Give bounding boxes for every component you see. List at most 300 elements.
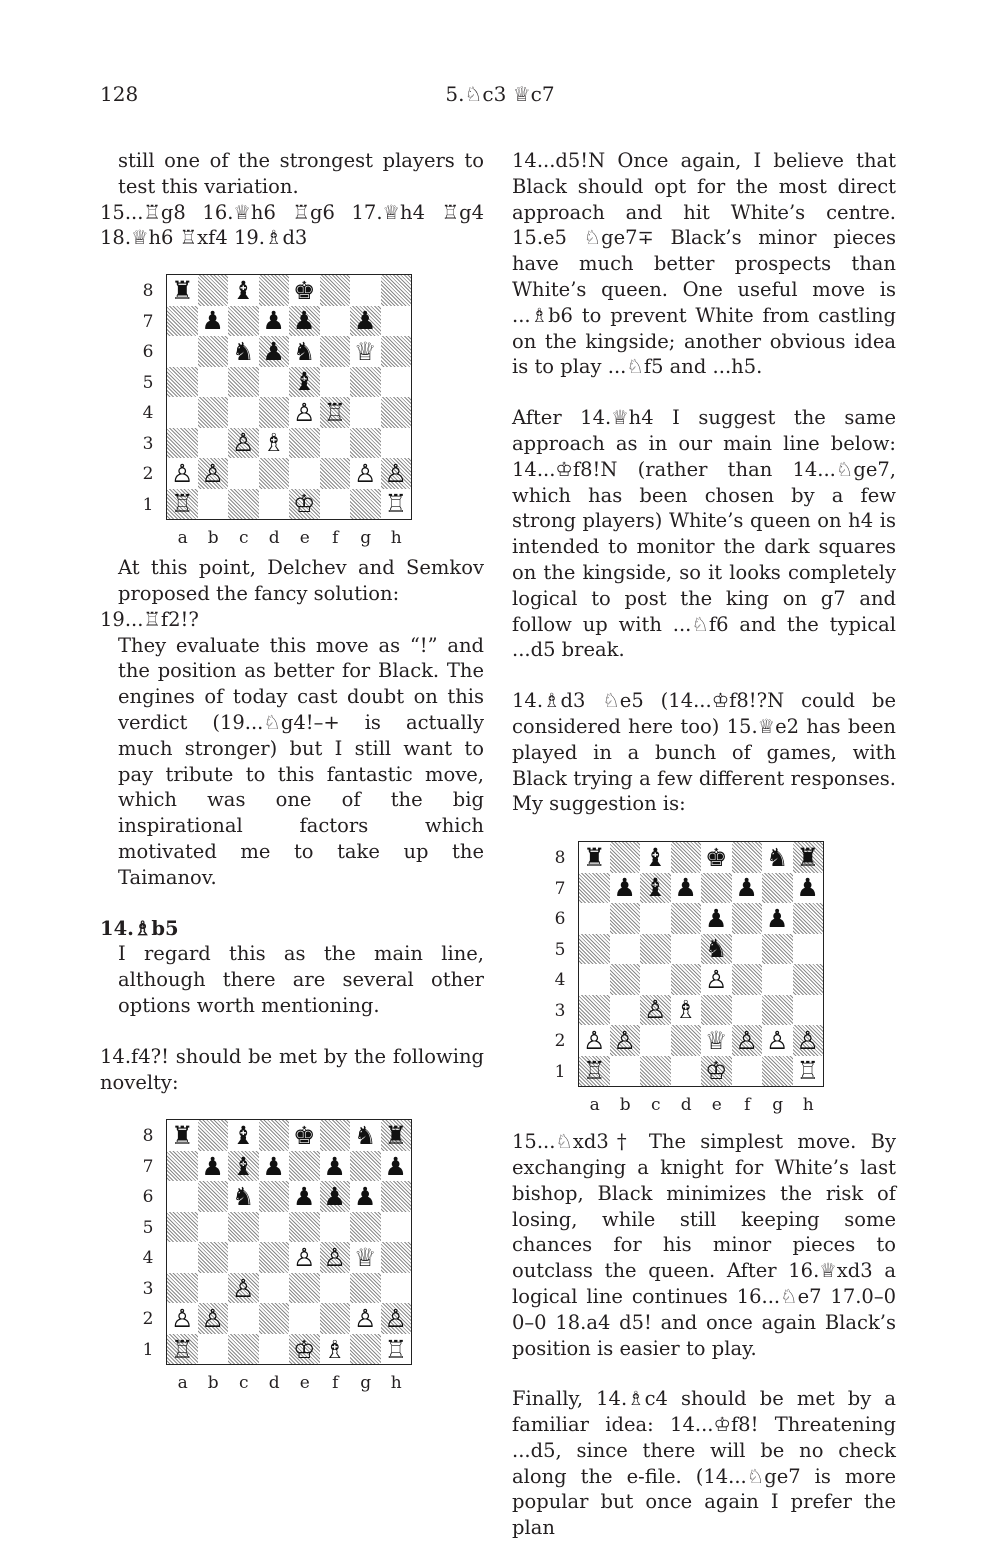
board-square-h7 (793, 873, 824, 904)
board-square-e4 (289, 1242, 320, 1273)
board-square-b1 (198, 489, 229, 520)
rank-label: 6 (142, 1187, 154, 1208)
black-pawn-icon: ♟ (262, 1151, 285, 1181)
board-square-a3 (167, 1273, 198, 1304)
white-pawn-icon: ♙ (766, 1025, 789, 1055)
board-square-a3 (579, 995, 610, 1026)
file-label: a (177, 1373, 188, 1394)
rank-label: 8 (554, 848, 566, 869)
board-square-e1 (289, 489, 320, 520)
board-square-d6 (671, 903, 702, 934)
board-square-g1 (350, 489, 381, 520)
board-square-f7 (732, 873, 763, 904)
white-pawn-icon: ♙ (293, 1243, 316, 1273)
rank-label: 8 (142, 1126, 154, 1147)
paragraph: I regard this as the main line, although there are several other options worth mentioning. (118, 942, 484, 1017)
board-square-c7 (640, 873, 671, 904)
board-square-d6 (259, 1181, 290, 1212)
paragraph: 14.f4?! should be met by the following novelty: (100, 1044, 484, 1094)
black-pawn-icon: ♟ (613, 873, 636, 903)
black-rook-icon: ♜ (796, 842, 819, 872)
board-square-c4 (228, 397, 259, 428)
black-bishop-icon: ♝ (293, 367, 316, 397)
board-square-b8 (198, 275, 229, 306)
rank-label: 7 (142, 311, 154, 332)
file-label: f (332, 528, 339, 549)
board-square-d6 (259, 336, 290, 367)
white-rook-icon: ♖ (384, 1334, 407, 1364)
board-square-d5 (259, 367, 290, 398)
paragraph: still one of the strongest players to test this variation. (118, 149, 484, 198)
paragraph: At this point, Delchev and Semkov proposed the fancy solution: (118, 556, 484, 605)
white-pawn-icon: ♙ (201, 458, 224, 488)
black-bishop-icon: ♝ (232, 275, 255, 305)
board-square-g1 (762, 1056, 793, 1087)
black-rook-icon: ♜ (583, 842, 606, 872)
board-square-g7 (762, 873, 793, 904)
board-square-g4 (350, 1242, 381, 1273)
white-pawn-icon: ♙ (796, 1025, 819, 1055)
white-rook-icon: ♖ (171, 489, 194, 519)
black-knight-icon: ♞ (354, 1121, 377, 1151)
board-square-g3 (350, 1273, 381, 1304)
board-square-e6 (289, 1181, 320, 1212)
board-square-h4 (381, 397, 412, 428)
board-square-h6 (381, 336, 412, 367)
white-bishop-icon: ♗ (674, 995, 697, 1025)
section-heading: 14.♗b5 (100, 916, 179, 940)
board-square-a2 (167, 458, 198, 489)
file-label: a (177, 528, 188, 549)
file-label: c (238, 528, 249, 549)
board-square-a1 (167, 489, 198, 520)
board-square-b7 (198, 306, 229, 337)
white-pawn-icon: ♙ (735, 1025, 758, 1055)
black-pawn-icon: ♟ (323, 1182, 346, 1212)
black-knight-icon: ♞ (705, 934, 728, 964)
board-square-a8 (579, 842, 610, 873)
black-pawn-icon: ♟ (201, 306, 224, 336)
running-title: 5.♘c3 ♕c7 (445, 82, 555, 106)
white-pawn-icon: ♙ (293, 397, 316, 427)
file-label: b (207, 1373, 219, 1394)
rank-label: 1 (554, 1061, 566, 1082)
white-bishop-icon: ♗ (262, 428, 285, 458)
black-knight-icon: ♞ (293, 336, 316, 366)
board-square-b3 (198, 1273, 229, 1304)
board-square-f4 (732, 964, 763, 995)
board-square-b2 (198, 1303, 229, 1334)
file-label: f (332, 1373, 339, 1394)
white-pawn-icon: ♙ (384, 1304, 407, 1334)
board-square-e2 (289, 458, 320, 489)
board-square-b6 (198, 336, 229, 367)
board-square-e3 (289, 1273, 320, 1304)
board-square-f5 (320, 367, 351, 398)
board-square-h8 (381, 275, 412, 306)
white-rook-icon: ♖ (796, 1056, 819, 1086)
board-square-d4 (259, 1242, 290, 1273)
white-queen-icon: ♕ (705, 1025, 728, 1055)
diagram-2-wrap (100, 1095, 484, 1405)
board-square-c2 (228, 1303, 259, 1334)
board-square-f8 (732, 842, 763, 873)
board-square-f4 (320, 1242, 351, 1273)
board-square-a8 (167, 1120, 198, 1151)
board-square-b3 (610, 995, 641, 1026)
file-label: e (299, 528, 310, 549)
black-bishop-icon: ♝ (232, 1121, 255, 1151)
white-pawn-icon: ♙ (201, 1304, 224, 1334)
board-square-c2 (640, 1025, 671, 1056)
white-pawn-icon: ♙ (705, 964, 728, 994)
board-square-d2 (259, 458, 290, 489)
file-label: b (619, 1095, 631, 1116)
rank-label: 6 (142, 342, 154, 363)
board-square-e5 (289, 1212, 320, 1243)
rank-label: 6 (554, 909, 566, 930)
board-square-c8 (640, 842, 671, 873)
black-pawn-icon: ♟ (201, 1151, 224, 1181)
board-square-e4 (701, 964, 732, 995)
board-square-e7 (289, 1151, 320, 1182)
board-square-e2 (289, 1303, 320, 1334)
board-square-e1 (701, 1056, 732, 1087)
board-square-b7 (198, 1151, 229, 1182)
black-pawn-icon: ♟ (354, 1182, 377, 1212)
rank-label: 1 (142, 1339, 154, 1360)
chess-board-2 (166, 1119, 412, 1365)
board-square-f3 (320, 1273, 351, 1304)
file-label: g (772, 1095, 784, 1116)
black-pawn-icon: ♟ (384, 1151, 407, 1181)
board-square-b5 (610, 934, 641, 965)
white-pawn-icon: ♙ (583, 1025, 606, 1055)
white-rook-icon: ♖ (384, 489, 407, 519)
black-pawn-icon: ♟ (262, 306, 285, 336)
board-square-c1 (228, 1334, 259, 1365)
board-square-a5 (167, 1212, 198, 1243)
board-square-d1 (259, 1334, 290, 1365)
board-square-a2 (579, 1025, 610, 1056)
board-square-e1 (289, 1334, 320, 1365)
white-rook-icon: ♖ (171, 1334, 194, 1364)
file-label: d (680, 1095, 692, 1116)
board-square-a7 (167, 1151, 198, 1182)
board-square-d3 (259, 428, 290, 459)
board-square-b8 (610, 842, 641, 873)
board-square-d1 (259, 489, 290, 520)
board-square-g2 (350, 458, 381, 489)
rank-label: 3 (554, 1000, 566, 1021)
board-square-f2 (320, 458, 351, 489)
move-line: 19...♖f2!? (100, 607, 199, 631)
board-square-f6 (320, 1181, 351, 1212)
file-label: c (238, 1373, 249, 1394)
board-square-d8 (259, 1120, 290, 1151)
board-square-b3 (198, 428, 229, 459)
board-square-h3 (381, 428, 412, 459)
board-square-h7 (381, 1151, 412, 1182)
white-queen-icon: ♕ (354, 1243, 377, 1273)
rank-label: 5 (142, 1217, 154, 1238)
rank-label: 5 (554, 939, 566, 960)
paragraph: 15...♘xd3† The simplest move. By exchanging a knight for White’s last bishop, Black minimizes the risk of losing, while still keeping some chances for his minor pieces to outclass the queen. After 16.♕xd3 a logical line continues 16...♘e7 17.0–0 0–0 18.a4 d5! and once again Black’s position is easier to play. (512, 1130, 896, 1360)
board-square-f3 (320, 428, 351, 459)
board-square-c3 (228, 1273, 259, 1304)
paragraph: Finally, 14.♗c4 should be met by a familiar idea: 14...♔f8! Threatening ...d5, since there will be no check along the e-file. (14...♘ge7 is more popular but once again I prefer the plan (512, 1387, 896, 1540)
rank-label: 3 (142, 1278, 154, 1299)
rank-label: 7 (142, 1156, 154, 1177)
black-bishop-icon: ♝ (644, 873, 667, 903)
board-square-f2 (732, 1025, 763, 1056)
white-pawn-icon: ♙ (354, 1304, 377, 1334)
board-square-c3 (640, 995, 671, 1026)
board-square-e5 (289, 367, 320, 398)
board-square-h2 (381, 458, 412, 489)
file-label: d (268, 528, 280, 549)
black-pawn-icon: ♟ (262, 336, 285, 366)
board-square-a5 (579, 934, 610, 965)
board-square-a5 (167, 367, 198, 398)
file-label: h (390, 528, 402, 549)
board-square-c6 (640, 903, 671, 934)
board-square-d2 (259, 1303, 290, 1334)
board-square-h1 (793, 1056, 824, 1087)
white-pawn-icon: ♙ (171, 458, 194, 488)
file-label: e (711, 1095, 722, 1116)
file-label: b (207, 528, 219, 549)
diagram-3-wrap (512, 817, 896, 1129)
black-knight-icon: ♞ (232, 1182, 255, 1212)
black-bishop-icon: ♝ (232, 1151, 255, 1181)
board-square-e3 (289, 428, 320, 459)
board-square-e8 (701, 842, 732, 873)
board-square-e7 (701, 873, 732, 904)
board-square-d1 (671, 1056, 702, 1087)
board-square-b1 (198, 1334, 229, 1365)
board-square-d2 (671, 1025, 702, 1056)
board-square-f4 (320, 397, 351, 428)
white-pawn-icon: ♙ (323, 1243, 346, 1273)
chess-board-3 (578, 841, 824, 1087)
board-square-c5 (228, 1212, 259, 1243)
board-square-a2 (167, 1303, 198, 1334)
board-square-b4 (198, 1242, 229, 1273)
board-square-d7 (259, 306, 290, 337)
black-rook-icon: ♜ (384, 1121, 407, 1151)
paragraph: 14...d5!N Once again, I believe that Black should opt for the most direct approach and hit White’s centre. 15.e5 ♘ge7∓ Black’s minor pieces have much better prospects than White’s queen. One useful move is ...♗b6 to prevent White from castling on the kingside; another obvious idea is to play ...♘f5 and ...h5. (512, 149, 896, 379)
file-label: h (390, 1373, 402, 1394)
board-square-g4 (350, 397, 381, 428)
black-pawn-icon: ♟ (323, 1151, 346, 1181)
board-square-g8 (762, 842, 793, 873)
board-square-a4 (579, 964, 610, 995)
board-square-e8 (289, 1120, 320, 1151)
board-square-c6 (228, 1181, 259, 1212)
black-king-icon: ♚ (705, 842, 728, 872)
white-bishop-icon: ♗ (323, 1334, 346, 1364)
board-square-c8 (228, 1120, 259, 1151)
board-square-f6 (320, 336, 351, 367)
black-pawn-icon: ♟ (674, 873, 697, 903)
board-square-c1 (640, 1056, 671, 1087)
file-label: g (360, 1373, 372, 1394)
black-pawn-icon: ♟ (705, 903, 728, 933)
board-square-f7 (320, 1151, 351, 1182)
rank-label: 2 (554, 1031, 566, 1052)
board-square-g8 (350, 275, 381, 306)
board-square-h6 (793, 903, 824, 934)
board-square-c7 (228, 1151, 259, 1182)
board-square-e7 (289, 306, 320, 337)
board-square-f1 (320, 1334, 351, 1365)
board-square-h3 (381, 1273, 412, 1304)
board-square-b7 (610, 873, 641, 904)
board-square-a1 (167, 1334, 198, 1365)
paragraph: They evaluate this move as “!” and the position as better for Black. The engines of today cast doubt on this verdict (19...♘g4!–+ is actually much stronger) but I still want to pay tribute to this fantastic move, which was one of the big inspirational factors which motivated me to take up the Taimanov. (118, 633, 484, 889)
board-square-b8 (198, 1120, 229, 1151)
board-square-g4 (762, 964, 793, 995)
board-square-e2 (701, 1025, 732, 1056)
chess-board-1 (166, 274, 412, 520)
board-square-c3 (228, 428, 259, 459)
board-square-g3 (762, 995, 793, 1026)
black-pawn-icon: ♟ (354, 306, 377, 336)
board-square-g7 (350, 1151, 381, 1182)
board-square-h7 (381, 306, 412, 337)
black-rook-icon: ♜ (171, 275, 194, 305)
white-rook-icon: ♖ (323, 397, 346, 427)
board-square-d5 (671, 934, 702, 965)
board-square-d5 (259, 1212, 290, 1243)
left-column (100, 148, 484, 1405)
file-label: a (589, 1095, 600, 1116)
board-square-c5 (640, 934, 671, 965)
board-square-h4 (381, 1242, 412, 1273)
black-rook-icon: ♜ (171, 1121, 194, 1151)
board-square-f6 (732, 903, 763, 934)
board-square-e6 (701, 903, 732, 934)
board-square-g5 (350, 367, 381, 398)
white-pawn-icon: ♙ (384, 458, 407, 488)
white-king-icon: ♔ (293, 489, 316, 519)
white-king-icon: ♔ (705, 1056, 728, 1086)
board-square-h5 (793, 934, 824, 965)
board-square-h1 (381, 1334, 412, 1365)
board-square-g8 (350, 1120, 381, 1151)
board-square-h6 (381, 1181, 412, 1212)
board-square-e4 (289, 397, 320, 428)
board-square-a4 (167, 397, 198, 428)
board-square-h8 (793, 842, 824, 873)
board-square-b2 (198, 458, 229, 489)
board-square-a6 (579, 903, 610, 934)
board-square-c4 (640, 964, 671, 995)
board-square-b4 (198, 397, 229, 428)
file-label: c (650, 1095, 661, 1116)
board-square-b6 (610, 903, 641, 934)
board-square-d3 (671, 995, 702, 1026)
board-square-c5 (228, 367, 259, 398)
board-square-a3 (167, 428, 198, 459)
black-bishop-icon: ♝ (644, 842, 667, 872)
board-square-b5 (198, 1212, 229, 1243)
black-pawn-icon: ♟ (735, 873, 758, 903)
board-square-g5 (350, 1212, 381, 1243)
board-square-d8 (671, 842, 702, 873)
board-square-g7 (350, 306, 381, 337)
black-pawn-icon: ♟ (766, 903, 789, 933)
board-square-e8 (289, 275, 320, 306)
paragraph: After 14.♕h4 I suggest the same approach as in our main line below: 14...♔f8!N (rather than 14...♘ge7, which has been chosen by a few strong players) White’s queen on h4 is intended to monitor the dark squares on the kingside, so it looks completely logical to post the king on g7 and follow up with ...♘f6 and the typical ...d5 break. (512, 406, 896, 662)
board-square-g6 (762, 903, 793, 934)
board-square-a7 (579, 873, 610, 904)
board-square-h3 (793, 995, 824, 1026)
rank-label: 7 (554, 878, 566, 899)
board-square-h2 (381, 1303, 412, 1334)
board-square-e6 (289, 336, 320, 367)
board-square-g6 (350, 336, 381, 367)
rank-label: 5 (142, 372, 154, 393)
white-pawn-icon: ♙ (613, 1025, 636, 1055)
board-square-c7 (228, 306, 259, 337)
white-rook-icon: ♖ (583, 1056, 606, 1086)
white-queen-icon: ♕ (354, 336, 377, 366)
board-square-g1 (350, 1334, 381, 1365)
file-label: f (744, 1095, 751, 1116)
board-square-f7 (320, 306, 351, 337)
board-square-d7 (671, 873, 702, 904)
board-square-b5 (198, 367, 229, 398)
board-square-g3 (350, 428, 381, 459)
board-square-d3 (259, 1273, 290, 1304)
board-square-f3 (732, 995, 763, 1026)
board-square-f8 (320, 275, 351, 306)
board-square-b6 (198, 1181, 229, 1212)
rank-label: 3 (142, 433, 154, 454)
file-label: d (268, 1373, 280, 1394)
board-square-c8 (228, 275, 259, 306)
board-square-e5 (701, 934, 732, 965)
board-square-d4 (259, 397, 290, 428)
board-square-b4 (610, 964, 641, 995)
white-pawn-icon: ♙ (232, 1273, 255, 1303)
rank-label: 8 (142, 281, 154, 302)
white-pawn-icon: ♙ (644, 995, 667, 1025)
board-square-f1 (320, 489, 351, 520)
board-square-a8 (167, 275, 198, 306)
file-label: e (299, 1373, 310, 1394)
white-pawn-icon: ♙ (354, 458, 377, 488)
white-pawn-icon: ♙ (232, 428, 255, 458)
board-square-h1 (381, 489, 412, 520)
diagram-1-wrap (100, 251, 484, 555)
board-square-h2 (793, 1025, 824, 1056)
board-square-a6 (167, 1181, 198, 1212)
black-knight-icon: ♞ (232, 336, 255, 366)
rank-label: 4 (142, 1248, 154, 1269)
file-label: g (360, 528, 372, 549)
board-square-b2 (610, 1025, 641, 1056)
file-label: h (802, 1095, 814, 1116)
black-king-icon: ♚ (293, 275, 316, 305)
board-square-f1 (732, 1056, 763, 1087)
board-square-b1 (610, 1056, 641, 1087)
board-square-d7 (259, 1151, 290, 1182)
board-square-a7 (167, 306, 198, 337)
board-square-f8 (320, 1120, 351, 1151)
